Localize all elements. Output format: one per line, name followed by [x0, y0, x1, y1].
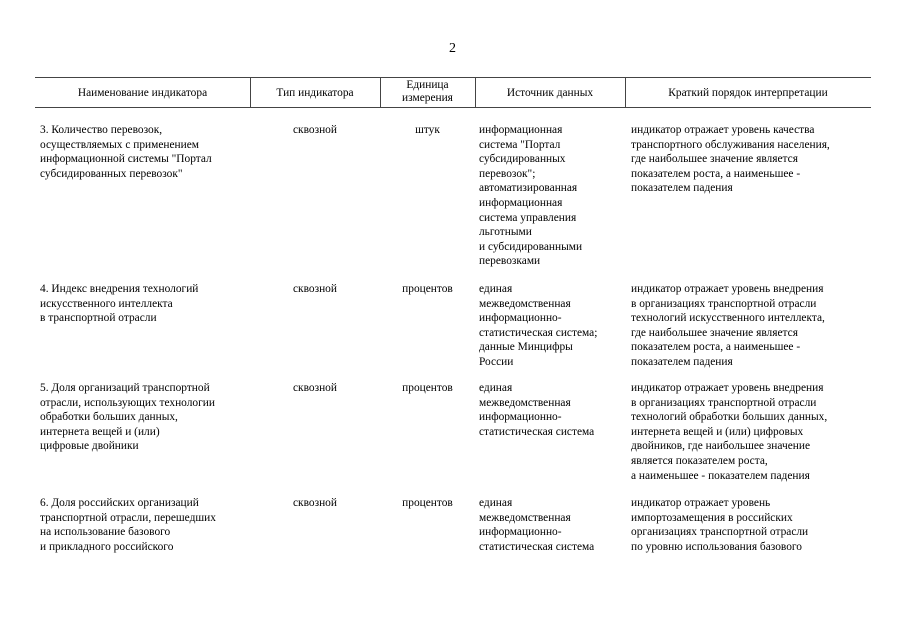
interpretation: индикатор отражает уровень импортозамещения в российских организациях транспортной отрасли по уровню использования базового: [631, 497, 809, 553]
indicator-type: сквозной: [293, 382, 337, 394]
header-unit: Единица измерения: [402, 79, 453, 104]
data-source: единая межведомственная информационно- статистическая система; данные Минцифры России: [479, 283, 598, 368]
interpretation: индикатор отражает уровень внедрения в организациях транспортной отрасли технологий обработки больших данных, интернета вещей и (или) цифровых двойников, где наибольшее значение является показателем роста, а наименьшее - показателем падения: [631, 382, 828, 482]
header-interpretation: Краткий порядок интерпретации: [668, 87, 828, 99]
header-source: Источник данных: [506, 87, 594, 99]
data-source: информационная система "Портал субсидированных перевозок"; автоматизированная информационная система управления льготными и субсидированными перевозками: [479, 124, 583, 268]
header-name: Наименование индикатора: [77, 87, 208, 99]
header-bottom-border: [35, 107, 871, 108]
indicator-type: сквозной: [293, 124, 337, 136]
indicator-unit: процентов: [402, 382, 453, 394]
indicator-name: 4. Индекс внедрения технологий искусственного интеллекта в транспортной отрасли: [40, 283, 199, 325]
interpretation: индикатор отражает уровень внедрения в организациях транспортной отрасли технологий искусственного интеллекта, где наибольшее значение является показателем роста, а наименьшее - показателем падения: [631, 283, 825, 368]
header-type: Тип индикатора: [276, 87, 354, 99]
indicator-unit: процентов: [402, 283, 453, 295]
table-top-border: [35, 77, 871, 78]
indicator-type: сквозной: [293, 497, 337, 509]
data-source: единая межведомственная информационно- статистическая система: [479, 382, 595, 438]
indicator-name: 3. Количество перевозок, осуществляемых с применением информационной системы "Портал субсидированных перевозок": [40, 124, 212, 180]
indicator-name: 5. Доля организаций транспортной отрасли, использующих технологии обработки больших данных, интернета вещей и (или) цифровые двойники: [40, 382, 215, 453]
data-source: единая межведомственная информационно- статистическая система: [479, 497, 595, 553]
page-number: 2: [449, 41, 456, 56]
interpretation: индикатор отражает уровень качества транспортного обслуживания населения, где наибольшее значение является показателем роста, а наименьшее - показателем падения: [631, 124, 830, 195]
indicator-unit: штук: [415, 124, 440, 136]
indicator-type: сквозной: [293, 283, 337, 295]
indicator-unit: процентов: [402, 497, 453, 509]
indicator-name: 6. Доля российских организаций транспортной отрасли, перешедших на использование базового и прикладного российского: [40, 497, 216, 553]
